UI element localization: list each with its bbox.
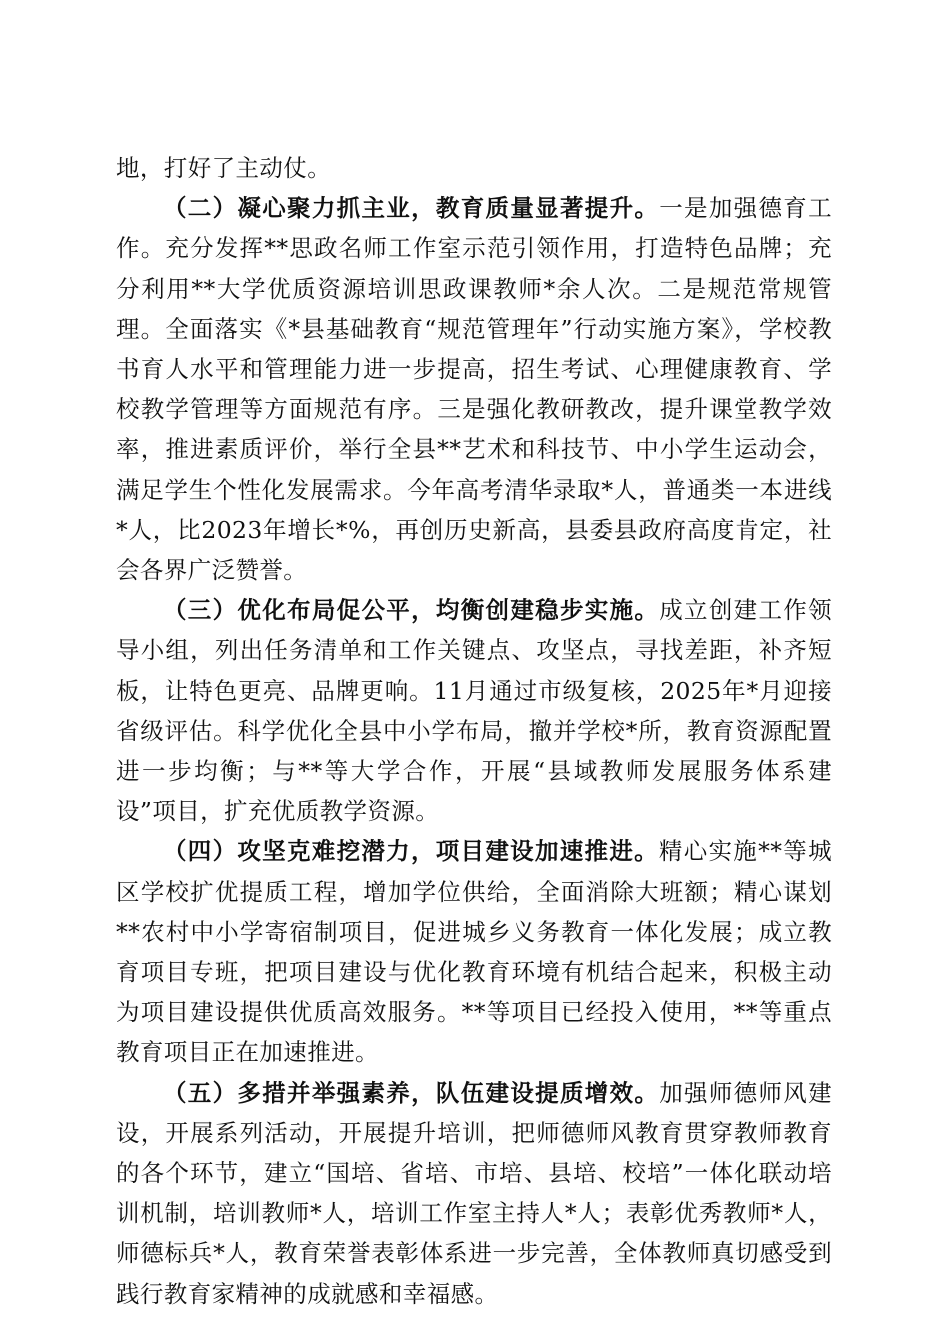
section-heading: （五）多措并举强素养，队伍建设提质增效。 (163, 1078, 660, 1107)
section-heading: （四）攻坚克难挖潜力，项目建设加速推进。 (163, 837, 659, 866)
document-page (116, 148, 832, 1314)
paragraph-body: 地，打好了主动仗。 (116, 154, 332, 182)
paragraph-continuation (116, 148, 832, 188)
paragraph-body: 成立创建工作领导小组，列出任务清单和工作关键点、攻坚点，寻找差距，补齐短板，让特色更亮、品牌更响。11月通过市级复核，2025年*月迎接省级评估。科学优化全县中小学布局，撤并学校*所，教育资源配置进一步均衡；与**等大学合作，开展“县域教师发展服务体系建设”项目，扩充优质教学资源。 (116, 596, 833, 826)
paragraph-body: 一是加强德育工作。充分发挥**思政名师工作室示范引领作用，打造特色品牌；充分利用**大学优质资源培训思政课教师*余人次。二是规范常规管理。全面落实《*县基础教育“规范管理年”行动实施方案》，学校教书育人水平和管理能力进一步提高，招生考试、心理健康教育、学校教学管理等方面规范有序。三是强化教研教改，提升课堂教学效率，推进素质评价，举行全县**艺术和科技节、中小学生运动会，满足学生个性化发展需求。今年高考清华录取*人，普通类一本进线*人，比2023年增长*%，再创历史新高，县委县政府高度肯定，社会各界广泛赞誉。 (116, 194, 833, 585)
section-heading: （三）优化布局促公平，均衡创建稳步实施。 (163, 596, 660, 625)
paragraph-section-3 (116, 590, 832, 831)
paragraph-body: 精心实施**等城区学校扩优提质工程，增加学位供给，全面消除大班额；精心谋划**农村中小学寄宿制项目，促进城乡义务教育一体化发展；成立教育项目专班，把项目建设与优化教育环境有机结合起来，积极主动为项目建设提供优质高效服务。**等项目已经投入使用，**等重点教育项目正在加速推进。 (116, 837, 832, 1067)
paragraph-section-5 (116, 1073, 832, 1314)
paragraph-section-4 (116, 831, 832, 1072)
paragraph-section-2 (116, 188, 832, 590)
paragraph-body: 加强师德师风建设，开展系列活动，开展提升培训，把师德师风教育贯穿教师教育的各个环节，建立“国培、省培、市培、县培、校培”一体化联动培训机制，培训教师*人，培训工作室主持人*人；表彰优秀教师*人，师德标兵*人，教育荣誉表彰体系进一步完善，全体教师真切感受到践行教育家精神的成就感和幸福感。 (116, 1078, 833, 1308)
section-heading: （二）凝心聚力抓主业，教育质量显著提升。 (163, 194, 660, 223)
